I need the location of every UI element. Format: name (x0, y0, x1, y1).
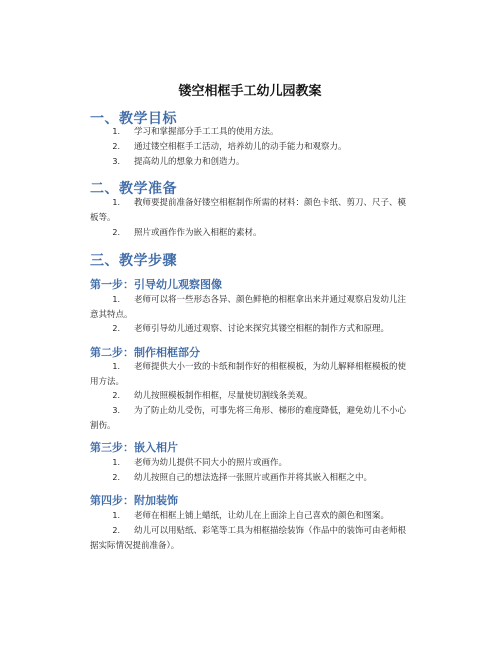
list-item (90, 388, 414, 404)
list-item (90, 321, 414, 337)
list-item (90, 470, 414, 486)
item-text: 通过镂空相框手工活动，培养幼儿的动手能力和观察力。 (134, 142, 347, 152)
item-number: 1. (112, 198, 120, 207)
item-text: 幼儿按照模板制作相框，尽量使切割线条美观。 (134, 391, 313, 401)
list-item (90, 124, 414, 140)
item-text: 老师在相框上铺上蜡纸，让幼儿在上面涂上自己喜欢的颜色和图案。 (134, 511, 390, 521)
item-text: 幼儿可以用贴纸、彩笔等工具为相框描绘装饰（作品中的装饰可由老师根据实际情况提前准备）。 (90, 526, 407, 551)
item-number: 1. (112, 127, 120, 136)
item-text: 老师引导幼儿通过观察、讨论来探究其镂空相框的制作方式和原理。 (134, 324, 390, 334)
item-text: 学习和掌握部分手工工具的使用方法。 (134, 127, 279, 137)
list-item (90, 195, 414, 226)
item-text: 老师为幼儿提供不同大小的照片或画作。 (134, 458, 288, 468)
section-heading-goals: 一、教学目标 (90, 111, 177, 127)
item-number: 2. (112, 324, 120, 333)
item-number: 2. (112, 228, 120, 237)
item-number: 2. (112, 473, 120, 482)
list-item (90, 455, 414, 471)
item-text: 照片或画作作为嵌入相框的素材。 (134, 228, 262, 238)
list-item (90, 523, 414, 554)
item-number: 3. (112, 157, 120, 166)
list-item (90, 359, 414, 390)
item-number: 1. (112, 511, 120, 520)
list-item (90, 225, 414, 241)
section-heading-preparation: 二、教学准备 (90, 181, 177, 197)
item-number: 2. (112, 391, 120, 400)
step-heading-3: 第三步：嵌入相片 (90, 441, 178, 454)
list-item (90, 292, 414, 323)
step-heading-2: 第二步：制作相框部分 (90, 346, 200, 359)
item-number: 1. (112, 362, 120, 371)
item-text: 老师可以将一些形态各异、颜色鲜艳的相框拿出来并通过观察启发幼儿注意其特点。 (90, 295, 407, 320)
item-text: 幼儿按照自己的想法选择一张照片或画作并将其嵌入相框之中。 (134, 473, 373, 483)
list-item (90, 154, 414, 170)
item-text: 提高幼儿的想象力和创造力。 (134, 157, 245, 167)
item-number: 2. (112, 526, 120, 535)
list-item (90, 508, 414, 524)
list-item (90, 139, 414, 155)
item-number: 2. (112, 142, 120, 151)
item-text: 教师要提前准备好镂空相框制作所需的材料：颜色卡纸、剪刀、尺子、模板等。 (90, 198, 407, 223)
list-item (90, 403, 414, 434)
step-heading-1: 第一步：引导幼儿观察图像 (90, 278, 222, 291)
item-text: 为了防止幼儿受伤，可事先将三角形、梯形的难度降低，避免幼儿不小心割伤。 (90, 406, 407, 431)
section-heading-steps: 三、教学步骤 (90, 253, 177, 269)
step-heading-4: 第四步：附加装饰 (90, 494, 178, 507)
item-number: 1. (112, 295, 120, 304)
item-text: 老师提供大小一致的卡纸和制作好的相框模板，为幼儿解释相框模板的使用方法。 (90, 362, 407, 387)
item-number: 3. (112, 406, 120, 415)
item-number: 1. (112, 458, 120, 467)
document-title: 镂空相框手工幼儿园教案 (178, 84, 322, 99)
